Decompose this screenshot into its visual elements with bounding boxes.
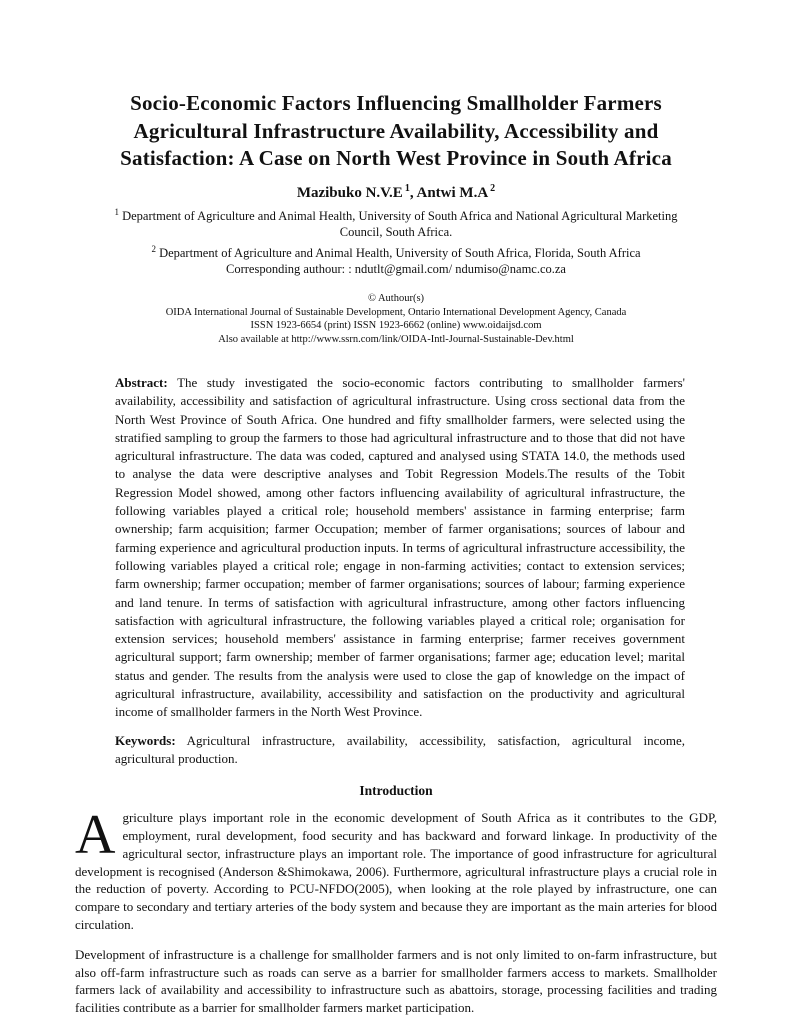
affiliation-1-superscript: 1 — [114, 206, 119, 217]
affiliation-2 — [96, 241, 696, 262]
affiliation-1-text: Department of Agriculture and Animal Health, University of South Africa and National Agricultural Marketing Council, South Africa. — [122, 208, 678, 240]
intro-paragraph-1 — [75, 804, 717, 934]
keywords-paragraph — [115, 732, 685, 769]
dropcap-letter: A — [75, 804, 116, 867]
availability-line: Also available at http://www.ssrn.com/link/OIDA-Intl-Journal-Sustainable-Dev.html — [218, 334, 574, 346]
keywords-text: Agricultural infrastructure, availability, accessibility, satisfaction, agricultural income, agricultural production. — [115, 732, 685, 766]
paper-title-line-2: Agricultural Infrastructure Availability, Accessibility and — [133, 118, 659, 143]
intro-paragraph-2: Development of infrastructure is a challenge for smallholder farmers and is not only limited to on-farm infrastructure, but also off-farm infrastructure such as roads can serve as a barrier for smallholder farmers access to markets. Smallholder farmers lack of availability and accessibility to infrastructure such as abattoirs, storage, processing facilities and trading facilities contribute as a barrier for smallholder farmers market participation. — [75, 946, 717, 1016]
authors-line — [75, 183, 717, 202]
journal-imprint — [75, 292, 717, 347]
author-separator: , — [409, 184, 417, 201]
keywords-label: Keywords: — [115, 732, 176, 748]
author-2: Antwi M.A — [416, 184, 489, 201]
introduction-heading: Introduction — [359, 783, 433, 799]
affiliation-1 — [96, 204, 696, 241]
issn-line: ISSN 1923-6654 (print) ISSN 1923-6662 (online) www.oidaijsd.com — [250, 320, 542, 332]
affiliation-2-superscript: 2 — [151, 243, 156, 254]
paper-title-line-1: Socio-Economic Factors Influencing Smallholder Farmers — [130, 91, 662, 115]
journal-name-line: OIDA International Journal of Sustainable Development, Ontario International Development Agency, Canada — [165, 306, 627, 318]
abstract-text: The study investigated the socio-economic factors contributing to smallholder farmers' availability, accessibility and satisfaction of agricultural infrastructure. Using cross sectional data from the North West Province of South Africa. One hundred and fifty smallholder farmers, were selected using the stratified sampling to group the farmers to those had agricultural infrastructure and to those that did not have agricultural infrastructure. The data was coded, captured and analysed using STATA 14.0, the methods used to analyse the data were descriptive analyses and Tobit Regression Models.The results of the Tobit Regression Model showed, among other factors influencing availability of agricultural infrastructure, the following variables played a critical role; household members' assistance in farming enterprise; farm ownership; farm acquisition; farmer Occupation; member of farmer organisations; sources of labour and farming experience and agricultural production inputs. In terms of agricultural infrastructure accessibility, the following variables played a critical role; engage in non-farming activities; contact to extension services; farm ownership; farmer occupation; member of farmer organisations; sources of labour; farming experience and land tenure. In terms of satisfaction with agricultural infrastructure, among other factors influencing satisfaction with agricultural infrastructure, the following variables played a critical role; organisation for extension services; household members' assistance in farming enterprise; farmer receives government agricultural support; farm ownership; member of farmer organisations; farmer age; education level; marital status and gender. The results from the analysis were used to close the gap of knowledge on the impact of agricultural infrastructure, availability, accessibility and satisfaction on the productivity and agricultural income of smallholder farmers in the North West Province. — [115, 375, 686, 720]
abstract-paragraph — [115, 374, 685, 722]
paper-title — [75, 90, 717, 173]
paper-title-line-3: Satisfaction: A Case on North West Province in South Africa — [120, 146, 672, 170]
abstract-label: Abstract: — [115, 375, 168, 390]
author-1: Mazibuko N.V.E — [296, 184, 403, 201]
copyright-line: © Authour(s) — [367, 292, 425, 304]
author-1-superscript: 1 — [404, 182, 410, 194]
intro-paragraph-1-text: griculture plays important role in the economic development of South Africa as it contributes to the GDP, employment, rural development, food security and has backward and forward linkage. In productivity of the agricultural sector, infrastructure plays an important role. The importance of good infrastructure for agricultural development is recognised (Anderson &Shimokawa, 2006). Furthermore, agricultural infrastructure plays a crucial role in the reduction of poverty. According to PCU-NFDO(2005), when looking at the role played by infrastructure, one can compare to secondary and tertiary arteries of the body system and because they are important as the main arteries for blood circulation. — [75, 810, 717, 933]
affiliations-block — [75, 204, 717, 278]
corresponding-author-line: Corresponding authour: : ndutlt@gmail.com/ ndumiso@namc.co.za — [226, 262, 566, 277]
author-2-superscript: 2 — [490, 182, 496, 194]
affiliation-2-text: Department of Agriculture and Animal Health, University of South Africa, Florida, South Africa — [159, 245, 641, 260]
